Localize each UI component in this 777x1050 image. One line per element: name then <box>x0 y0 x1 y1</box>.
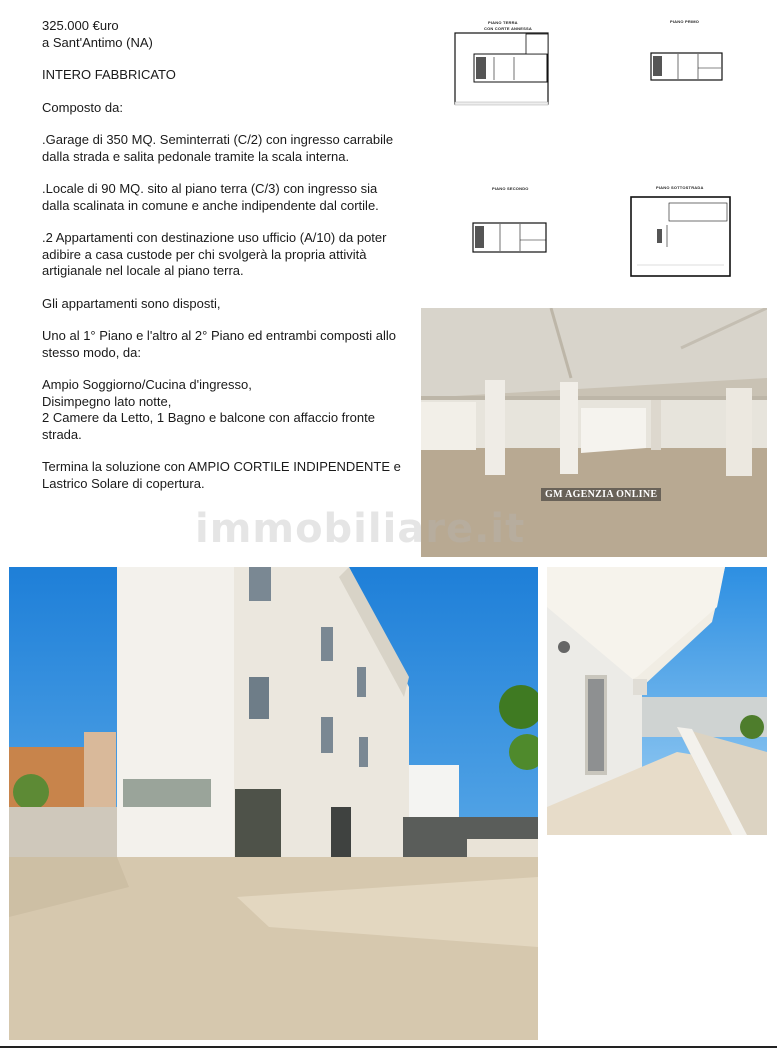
bottom-divider <box>0 1046 777 1048</box>
plan-label-ground: PIANO TERRA <box>488 20 518 25</box>
floor-plan-basement-drawing <box>629 195 733 279</box>
apartments-paragraph: .2 Appartamenti con destinazione uso ufficio (A/10) da poter adibire a casa custode per chi svolgerà la propria attività artigianale nel locale al piano terra. <box>42 230 387 278</box>
plan-label-first: PIANO PRIMO <box>670 19 700 24</box>
locale-paragraph: .Locale di 90 MQ. sito al piano terra (C/3) con ingresso sia dalla scalinata in comune e anche indipendente dal cortile. <box>42 181 379 213</box>
plan-label-second: PIANO SECONDO <box>492 186 529 191</box>
floors-paragraph: Uno al 1° Piano e l'altro al 2° Piano ed entrambi composti allo stesso modo, da: <box>42 328 396 360</box>
site-watermark: immobiliare.it <box>195 506 526 552</box>
garage-paragraph: .Garage di 350 MQ. Seminterrati (C/2) con ingresso carrabile dalla strada e salita pedonale tramite la scala interna. <box>42 132 394 164</box>
floor-plan-ground-drawing <box>454 32 550 106</box>
arranged-paragraph: Gli appartamenti sono disposti, <box>42 295 221 311</box>
listing-description <box>42 18 402 492</box>
floor-plan-second-drawing <box>472 222 548 254</box>
heading: INTERO FABBRICATO <box>42 67 176 82</box>
plan-sublabel-ground: CON CORTE ANNESSA <box>484 26 532 31</box>
closing-paragraph: Termina la soluzione con AMPIO CORTILE INDIPENDENTE e Lastrico Solare di copertura. <box>42 459 401 491</box>
location: a Sant'Antimo (NA) <box>42 34 153 50</box>
agency-watermark-tag: GM AGENZIA ONLINE <box>541 488 661 501</box>
floor-plans <box>420 0 777 300</box>
rooms-paragraph: Ampio Soggiorno/Cucina d'ingresso, Disimpegno lato notte, 2 Camere da Letto, 1 Bagno e balcone con affaccio fronte strada. <box>42 377 375 442</box>
balcony-photo <box>547 567 767 835</box>
building-courtyard-photo <box>9 567 538 1040</box>
plan-label-basement: PIANO SOTTOSTRADA <box>656 185 704 190</box>
intro: Composto da: <box>42 99 123 115</box>
price: 325.000 €uro <box>42 18 119 33</box>
floor-plan-first-drawing <box>650 52 724 82</box>
